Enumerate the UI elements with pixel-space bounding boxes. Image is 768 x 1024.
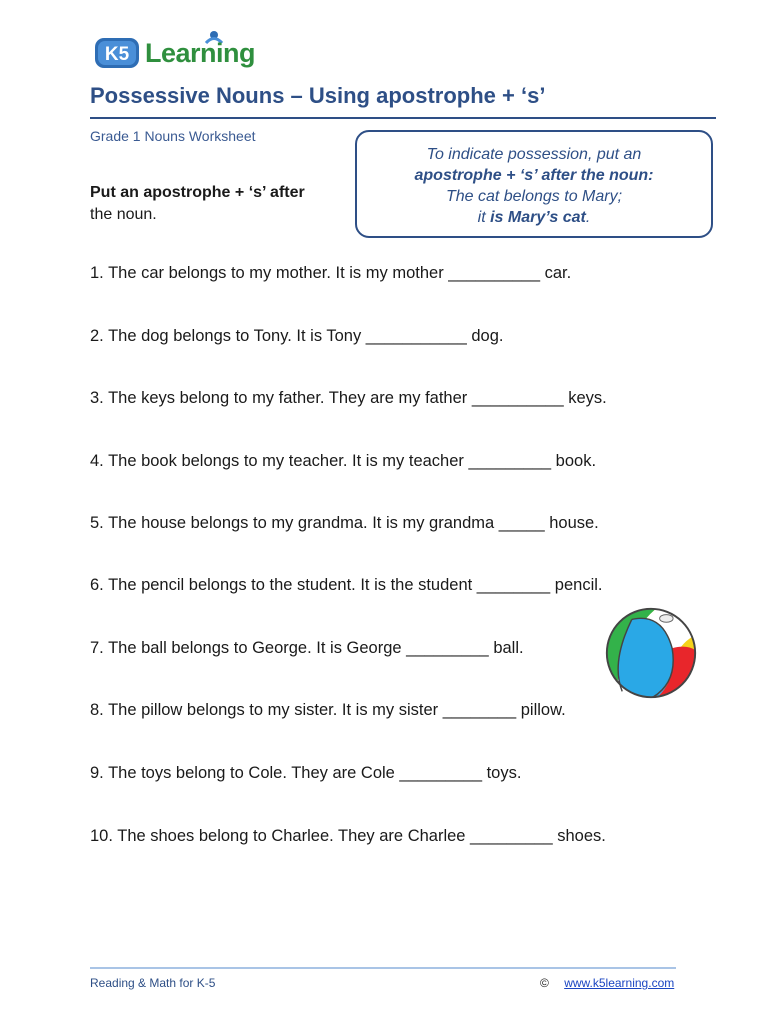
- question-number: 3.: [90, 389, 104, 407]
- tip-line-4-pre: it: [477, 209, 491, 226]
- question-item: [90, 452, 596, 471]
- tip-line-3: The cat belongs to Mary;: [445, 188, 623, 205]
- tip-line-4: [357, 207, 711, 228]
- k5-learning-logo: [93, 28, 263, 74]
- question-item: [90, 576, 603, 595]
- question-text: The pillow belongs to my sister. It is my sister ________ pillow.: [108, 701, 566, 719]
- title-divider: [90, 117, 716, 119]
- question-number: 10.: [90, 827, 113, 845]
- question-item: [90, 764, 521, 783]
- question-item: [90, 514, 599, 533]
- tip-line-2: apostrophe + ‘s’ after the noun:: [414, 167, 654, 184]
- question-text: The ball belongs to George. It is George _________ ball.: [108, 639, 524, 657]
- question-text: The dog belongs to Tony. It is Tony ___________ dog.: [108, 327, 504, 345]
- question-item: [90, 389, 607, 408]
- tip-line-4-bold: is Mary’s cat: [490, 209, 586, 226]
- question-text: The toys belong to Cole. They are Cole _________ toys.: [108, 764, 522, 782]
- page-title: Possessive Nouns – Using apostrophe + ‘s’: [90, 83, 546, 108]
- worksheet-subtitle: Grade 1 Nouns Worksheet: [90, 128, 256, 144]
- question-number: 2.: [90, 327, 104, 345]
- footer-links: [540, 976, 674, 990]
- question-item: [90, 327, 503, 346]
- question-text: The pencil belongs to the student. It is the student ________ pencil.: [108, 576, 603, 594]
- question-number: 7.: [90, 639, 104, 657]
- question-text: The book belongs to my teacher. It is my teacher _________ book.: [108, 452, 597, 470]
- question-text: The car belongs to my mother. It is my mother __________ car.: [108, 264, 572, 282]
- tip-box: [355, 130, 713, 238]
- question-text: The shoes belong to Charlee. They are Charlee _________ shoes.: [117, 827, 606, 845]
- question-number: 8.: [90, 701, 104, 719]
- question-number: 6.: [90, 576, 104, 594]
- question-item: [90, 827, 606, 846]
- instructions: [90, 182, 305, 226]
- beach-ball-icon: [603, 605, 699, 701]
- copyright-symbol: ©: [540, 976, 549, 990]
- question-text: The house belongs to my grandma. It is my grandma _____ house.: [108, 514, 599, 532]
- question-text: The keys belong to my father. They are my father __________ keys.: [108, 389, 607, 407]
- website-link[interactable]: www.k5learning.com: [564, 976, 675, 990]
- footer-tagline: Reading & Math for K-5: [90, 976, 216, 990]
- logo-badge-text: K5: [104, 44, 130, 65]
- question-number: 9.: [90, 764, 104, 782]
- question-item: [90, 639, 524, 658]
- question-number: 1.: [90, 264, 104, 282]
- question-item: [90, 701, 566, 720]
- instruction-rest: the noun.: [90, 206, 157, 223]
- instruction-bold: Put an apostrophe + ‘s’ after: [90, 184, 305, 201]
- question-number: 4.: [90, 452, 104, 470]
- footer-divider: [90, 967, 676, 969]
- question-item: [90, 264, 571, 283]
- tip-line-1: To indicate possession, put an: [426, 146, 642, 163]
- logo-text: Learning: [145, 38, 256, 68]
- tip-line-4-post: .: [585, 209, 591, 226]
- question-number: 5.: [90, 514, 104, 532]
